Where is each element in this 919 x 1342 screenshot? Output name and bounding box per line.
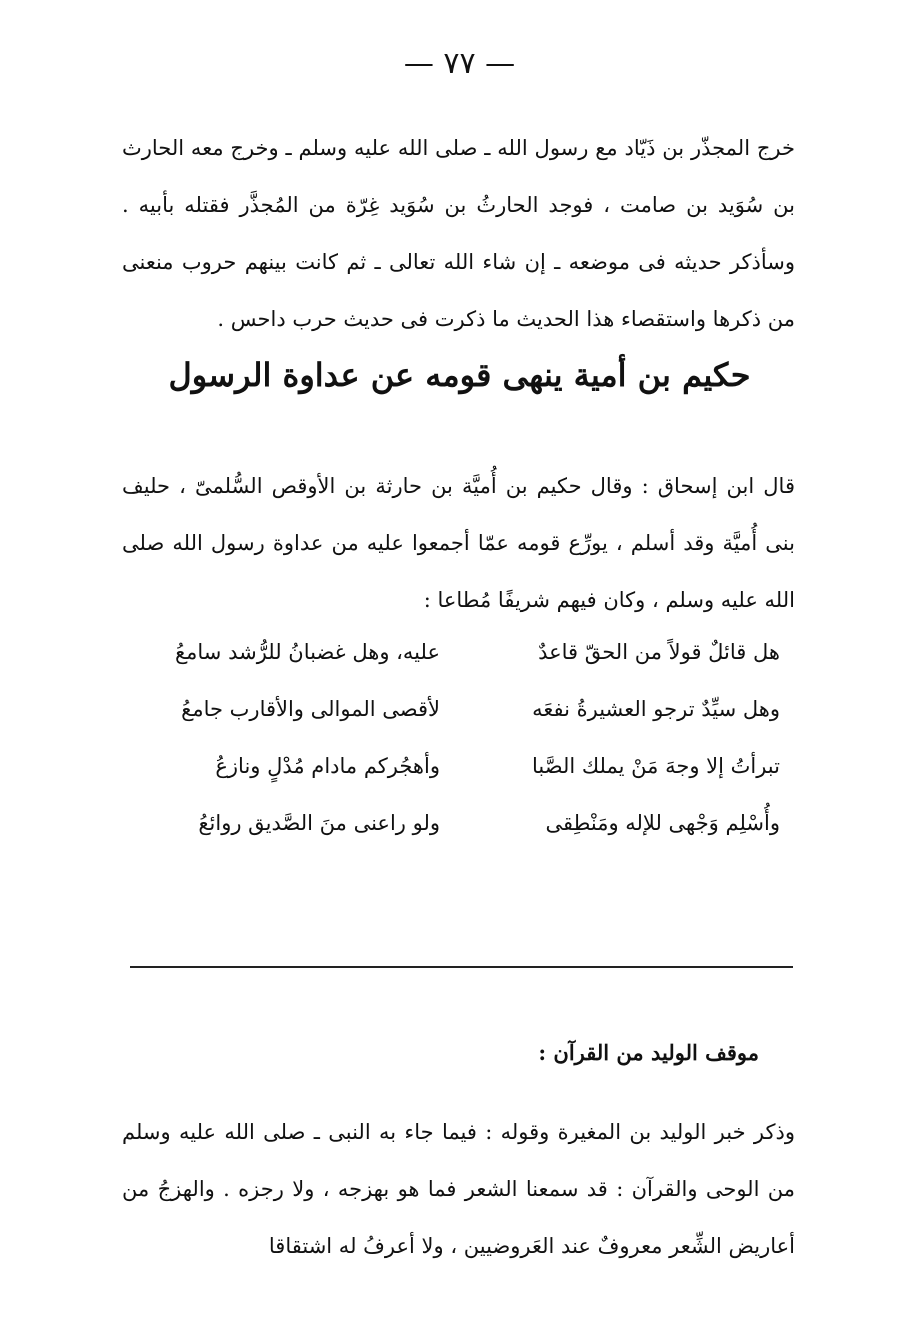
poem-verse (150, 738, 780, 795)
verse-first-hemistich: تبرأتُ إلا وجهَ مَنْ يملك الصَّبا (532, 754, 780, 778)
footnote-paragraph: وذكر خبر الوليد بن المغيرة وقوله : فيما جاء به النبى ـ صلى الله عليه وسلم من الوحى والقرآن : قد سمعنا الشعر فما هو بهزجه ، ولا رجزه . والهزجُ من أعاريض الشِّعر معروفٌ عند العَروضيين ، ولا أعرفُ له اشتقاقا (122, 1120, 795, 1258)
verse-first-hemistich: هل قائلٌ قولاً من الحقّ قاعدٌ (538, 640, 780, 664)
poem-verse (150, 624, 780, 681)
page-number: — ٧٧ — (403, 46, 516, 81)
verse-second-hemistich: ولو راعنى منَ الصَّديق روائعُ (198, 811, 440, 835)
poem-verse (150, 795, 780, 852)
top-paragraph: خرج المجذّر بن ذَيّاد مع رسول الله ـ صلى الله عليه وسلم ـ وخرج معه الحارث بن سُوَيد بن صامت ، فوجد الحارثُ بن سُوَيد غِرّة من المُجذَّر فقتله بأبيه . وسأذكر حديثه فى موضعه ـ إن شاء الله تعالى ـ ثم كانت بينهم حروب منعنى من ذكرها واستقصاء هذا الحديث ما ذكرت فى حديث حرب داحس . (122, 136, 795, 331)
intro-paragraph: قال ابن إسحاق : وقال حكيم بن أُميَّة بن حارثة بن الأوقص السُّلمىّ ، حليف بنى أُميَّة وقد أسلم ، يورِّع قومه عمّا أجمعوا عليه من عداوة رسول الله صلى الله عليه وسلم ، وكان فيهم شريفًا مُطاعا : (122, 474, 795, 612)
poem (150, 624, 780, 852)
verse-second-hemistich: لأقصى الموالى والأقارب جامعُ (181, 697, 440, 721)
verse-first-hemistich: وأُسْلِم وَجْهى للإله ومَنْطِقى (545, 811, 780, 835)
poem-verse (150, 681, 780, 738)
section-title: حكيم بن أمية ينهى قومه عن عداوة الرسول (168, 356, 751, 394)
verse-first-hemistich: وهل سيِّدٌ ترجو العشيرةُ نفعَه (532, 697, 780, 721)
footnote-heading: موقف الوليد من القرآن : (538, 1040, 759, 1065)
verse-second-hemistich: عليه، وهل غضبانُ للرُّشد سامعُ (174, 640, 440, 664)
verse-second-hemistich: وأهجُركم مادام مُدْلٍ ونازعُ (215, 754, 440, 778)
footnote-divider (130, 966, 793, 968)
